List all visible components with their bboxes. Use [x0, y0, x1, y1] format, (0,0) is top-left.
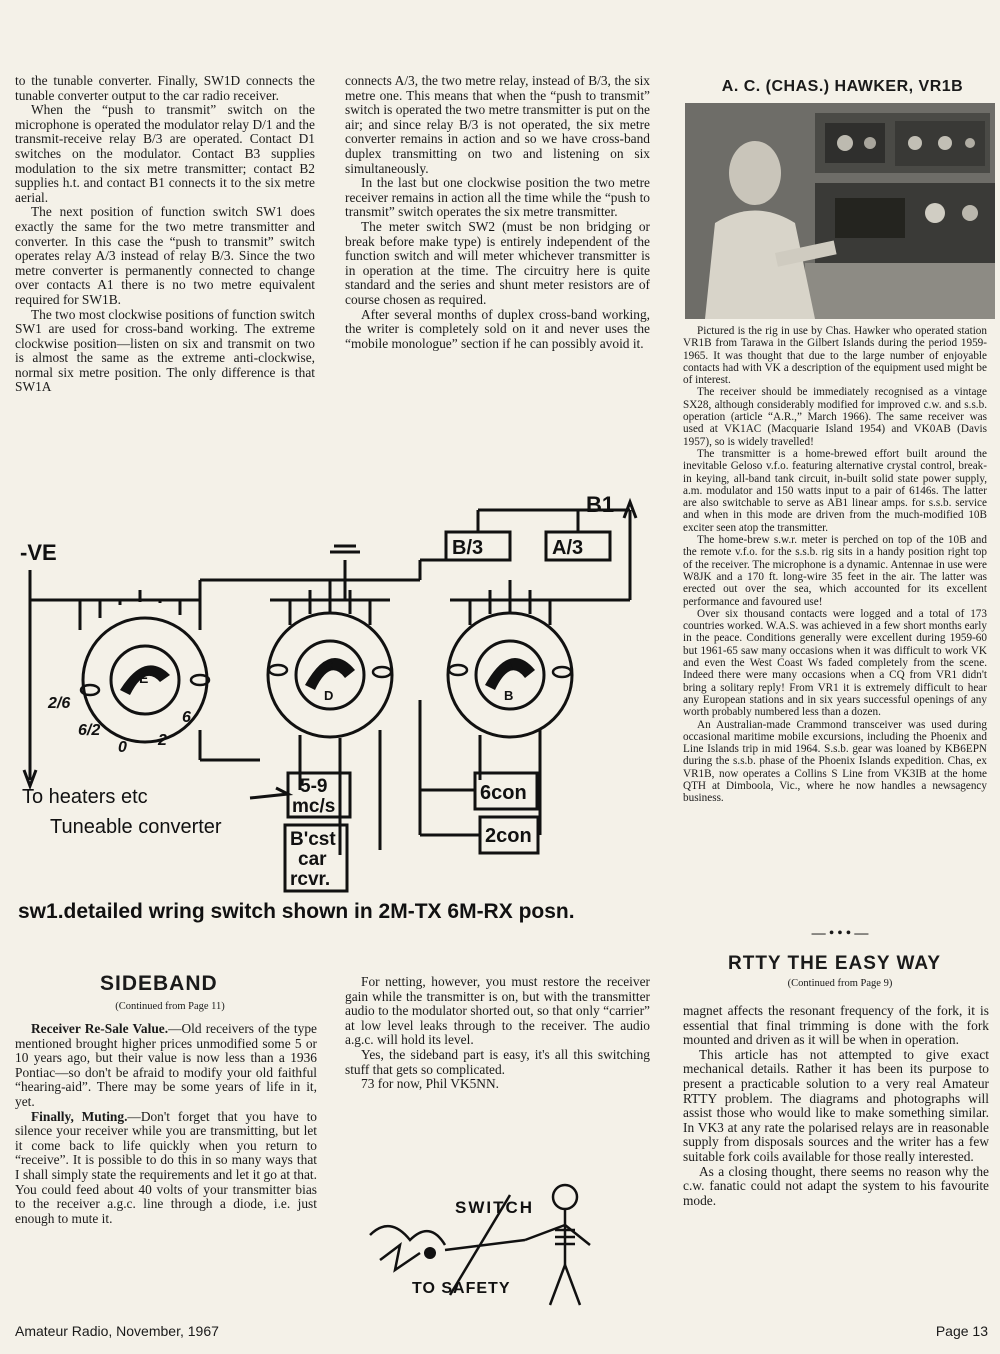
- relay-b3: B/3: [452, 537, 484, 559]
- sideband-heading: SIDEBAND: [100, 972, 218, 995]
- heaters-label: To heaters etc: [22, 786, 148, 808]
- sideband-column-1: [15, 1022, 317, 1226]
- diagram-label-b1: B1: [586, 492, 615, 517]
- paragraph: —Don't forget that you have to silence your receiver while you are transmitting, but let it come back to life quickly when you return to “receive”. It is possible to do this in so many ways that I shall simply state the requirements and let it go at that. You could feed about 40 volts of your transmitter bias to the receiver a.g.c. line through a diode, i.e. just enough to mute it.: [15, 1108, 317, 1226]
- sideband-continued: (Continued from Page 11): [115, 1001, 225, 1012]
- paragraph: When the “push to transmit” switch on the microphone is operated the modulator relay D/1 and the transmit-receive relay B/3 are operated. Contact D1 switches on the modulator. Contact B3 supplies modulation to the six metre transmitter; contact B2 supplies h.t. and contact B1 connects it to the six metre aerial.: [15, 102, 315, 205]
- paragraph: The two most clockwise positions of function switch SW1 are used for cross-band working. The extreme clockwise position—listen on six and transmit on two is almost the same as the extreme anti-clockwise, normal six metre position. The only difference is that SW1A: [15, 306, 315, 395]
- hawker-heading: A. C. (CHAS.) HAWKER, VR1B: [721, 78, 964, 95]
- paragraph: —Old receivers of the type mentioned brought higher prices unmodified some 5 or 10 years ago, but their value is now less than a 1936 Pontiac—so don't be afraid to modify your old faithful “hearing-aid”. There may be some years of life in it, yet.: [15, 1021, 317, 1109]
- diagram-label-neg: -VE: [20, 540, 57, 565]
- hawker-photo: [685, 103, 995, 319]
- wafer-b-label: B: [504, 688, 514, 703]
- sideband-column-2: [345, 975, 650, 1092]
- paragraph: This article has not attempted to give exact mechanical details. Rather it has been its purpose to present a practicable solution to a very real Amateur RTTY problem. The diagrams and photographs will assist those who would like to make something similar. In VK3 at any rate the polarised relays are in reasonable supply from disposals sources and the writer has a few suitable fork coils available for those really interested.: [683, 1046, 989, 1164]
- box-bcst-2: car: [298, 849, 327, 870]
- position-label: 6: [182, 709, 191, 726]
- paragraph: As a closing thought, there seems no reason why the c.w. fanatic could not adapt the system to his favourite mode.: [683, 1163, 989, 1208]
- paragraph: 73 for now, Phil VK5NN.: [361, 1076, 499, 1092]
- box-bcst-1: B'cst: [290, 829, 336, 850]
- position-label: 6/2: [78, 722, 101, 739]
- wafer-a-label: A: [504, 658, 514, 673]
- article-column-2: [345, 74, 650, 351]
- separator: — • • • —: [811, 926, 869, 941]
- rtty-continued: (Continued from Page 9): [787, 978, 893, 989]
- paragraph: magnet affects the resonant frequency of the fork, it is essential that final trimming is done with the fork mounted and driven as it will be when in operation.: [683, 1003, 989, 1048]
- rtty-heading: RTTY THE EASY WAY: [728, 953, 942, 974]
- footer-publication: Amateur Radio, November, 1967: [15, 1323, 219, 1339]
- box-59-label: 5-9: [300, 776, 328, 797]
- cartoon-switch: SWITCH: [455, 1198, 535, 1217]
- position-label: 0: [118, 739, 127, 756]
- paragraph: An Australian-made Crammond transceiver was used during occasional maritime mobile excursions, including the Phoenix and Line Islands trip in mid 1964. S.s.b. gear was loaned by KB6EPN during the s.s.b. phase of the Phoenix Islands expedition. Chas, ex VR1B, now operates a Collins S Line from VK3IB at the home QTH at Dimboola, Vic., where he now handles a newsagency business.: [683, 718, 987, 805]
- rtty-article: [683, 1004, 989, 1208]
- subhead: Receiver Re-Sale Value.: [31, 1021, 169, 1036]
- subhead: Finally, Muting.: [31, 1108, 128, 1124]
- box-bcst-3: rcvr.: [290, 869, 331, 890]
- paragraph: connects A/3, the two metre relay, instead of B/3, the six metre one. This means that when the “push to transmit” switch is operated the two metre transmitter is put on the air; and since relay B/3 is not operated, the six metre converter remains in action and so we have cross-band duplex transmitting on two and listening on six simultaneously.: [345, 73, 650, 176]
- paragraph: The transmitter is a home-brewed effort built around the inevitable Geloso v.f.o. featuring alternative crystal control, break-in keying, all-band tank circuit, in-built solid state power supply, a.m. modulator and 150 watts input to a pair of 6146s. The latter are also switchable to serve as AB1 linear amps. for s.s.b. service and when in this mode are driven from the much-modified 10B exciter seen atop the transmitter.: [683, 447, 987, 534]
- box-6con: 6con: [480, 782, 527, 804]
- position-label: 2: [158, 732, 167, 749]
- wafer-e-label: E: [139, 670, 149, 686]
- wafer-d-label: D: [324, 688, 334, 703]
- paragraph: Pictured is the rig in use by Chas. Hawker who operated station VR1B from Tarawa in the Gilbert Islands during the period 1959-1965. It was thought that due to the large number of enjoyable contacts had with VK a description of the equipment used might be of interest.: [683, 325, 987, 387]
- wiring-diagram: [0, 490, 670, 940]
- paragraph: For netting, however, you must restore the receiver gain while the transmitter is on, but with the transmitter audio to the modulator shorted out, so that only “carrier” at low level leaks through to the receiver. The audio a.g.c. will hold its level.: [345, 974, 650, 1048]
- cartoon-safety: TO SAFETY: [412, 1280, 511, 1297]
- radio-station-photo: [685, 103, 995, 319]
- article-column-1: [15, 74, 315, 395]
- tuneable-label: Tuneable converter: [50, 816, 222, 838]
- diagram-caption: sw1.detailed wring switch shown in 2M-TX 6M-RX posn.: [18, 900, 575, 923]
- hawker-article: [683, 325, 987, 805]
- paragraph: to the tunable converter. Finally, SW1D connects the tunable converter output to the car radio receiver.: [15, 73, 315, 103]
- position-label: 2/6: [48, 695, 71, 712]
- paragraph: The meter switch SW2 (must be non bridging or break before make type) is entirely independent of the function switch and will meter whichever transmitter is in operation at the time. The circuitry here is quite standard and the series and shunt meter resistors are of course chosen as required.: [345, 218, 650, 307]
- paragraph: After several months of duplex cross-band working, the writer is completely sold on it and never uses the “mobile monologue” section if he can possibly avoid it.: [345, 306, 650, 351]
- paragraph: The next position of function switch SW1 does exactly the same for the two metre transmitter and converter. In this case the “push to transmit” switch operates relay A/3 instead of relay B/3. Since the two metre converter is permanently connected to change over contacts A1 there is no two metre equivalent required for SW1B.: [15, 204, 315, 307]
- box-2con: 2con: [485, 825, 532, 847]
- paragraph: Yes, the sideband part is easy, it's all this switching stuff that gets so complicated.: [345, 1046, 650, 1077]
- paragraph: The home-brew s.w.r. meter is perched on top of the 10B and the remote v.f.o. for the s.s.b. rig sits in a handy position right top of the receiver. The microphone is a dynamic. Antennae in use were W8JK and a 170 ft. long-wire 35 feet in the air. The latter was erected out over the sea, which accounted for its excellent performance and favoured use!: [683, 534, 987, 608]
- box-59-unit: mc/s: [292, 796, 336, 817]
- paragraph: The receiver should be immediately recognised as a vintage SX28, although considerably modified for improved c.w. and s.s.b. operation (article “A.R.,” March 1966). The same receiver was used at VK1AC (Macquarie Island 1954) and VK0AB (Davis 1957), so is widely travelled!: [683, 386, 987, 448]
- switch-to-safety-cartoon: [350, 1175, 650, 1315]
- paragraph: Over six thousand contacts were logged and a total of 173 countries worked. W.A.S. was achieved in a few short months early in the peace. Conditions generally were excellent during 1959-60 but 1961-65 saw many occasions when it was difficult to work VK and even the West Coast Ws faded completely from the scene. Indeed there were many occasions when a CQ from VR1 didn't bring a solitary reply! From VR1 it is extremely difficult to hear any European stations and in six years successful openings of any worth probably numbered less than a dozen.: [683, 607, 987, 719]
- relay-a3: A/3: [552, 537, 584, 559]
- paragraph: In the last but one clockwise position the two metre receiver remains in action all the time while the “push to transmit” switch operates the six metre transmitter.: [345, 175, 650, 220]
- wafer-c-label: C: [324, 658, 334, 673]
- footer-page-number: Page 13: [935, 1323, 988, 1339]
